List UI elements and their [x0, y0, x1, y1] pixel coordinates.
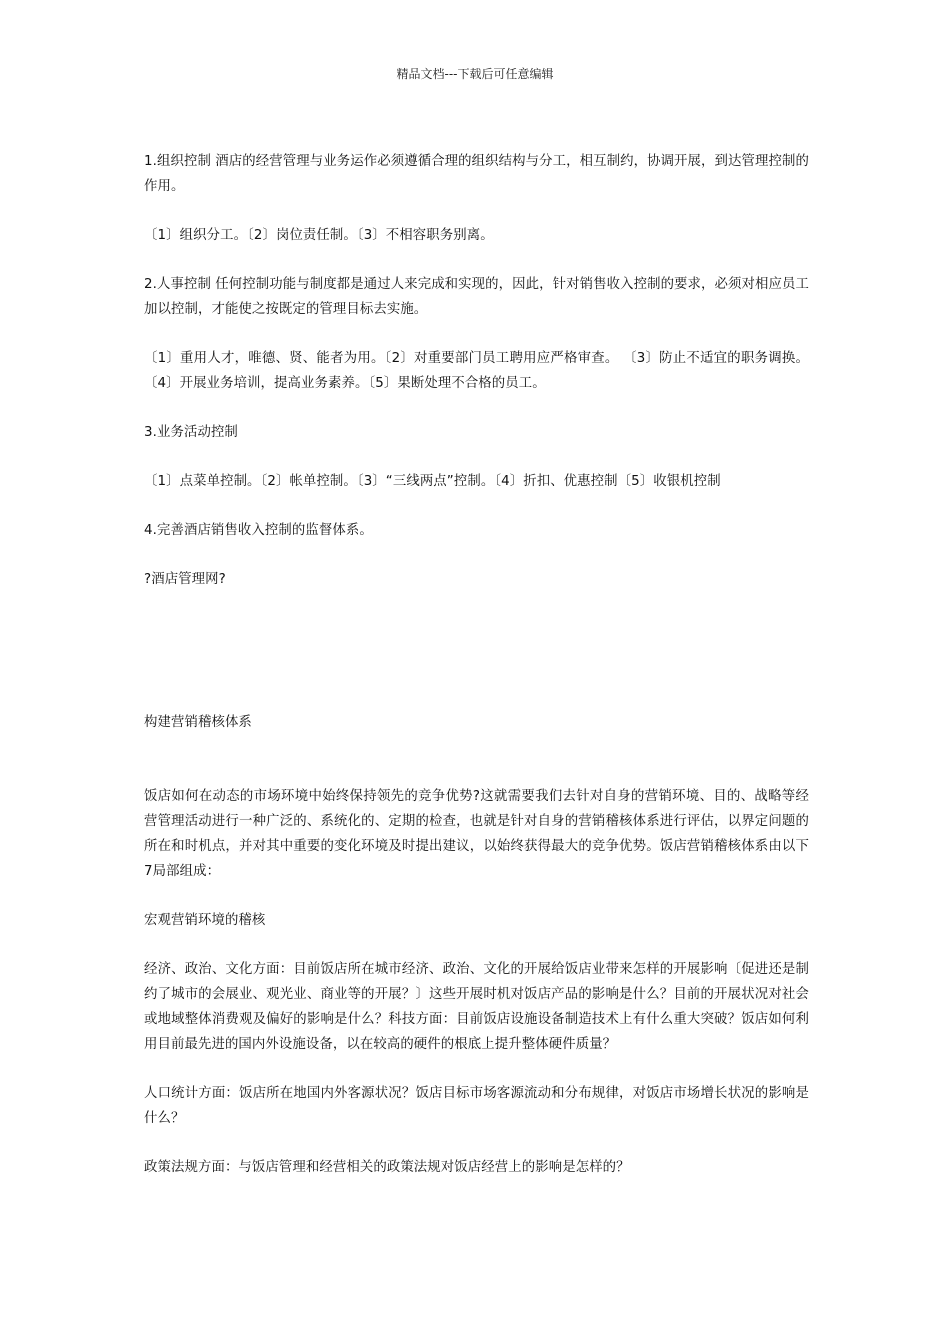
paragraph-personnel-items: 〔1〕重用人才，唯德、贤、能者为用。〔2〕对重要部门员工聘用应严格审查。 〔3〕防止不适宜的职务调换。〔4〕开展业务培训，提高业务素养。〔5〕果断处理不合格的员工。	[144, 351, 809, 391]
paragraph-organization-items: 〔1〕组织分工。〔2〕岗位责任制。〔3〕不相容职务别离。	[144, 228, 494, 243]
section-heading: 构建营销稽核体系	[144, 715, 252, 730]
paragraph-organization-control: 1.组织控制 酒店的经营管理与业务运作必须遵循合理的组织结构与分工，相互制约，协调开展，到达管理控制的作用。	[144, 154, 809, 194]
paragraph-supervision-system: 4.完善酒店销售收入控制的监督体系。	[144, 523, 373, 538]
paragraph-intro: 饭店如何在动态的市场环境中始终保持领先的竞争优势?这就需要我们去针对自身的营销环境、目的、战略等经营管理活动进行一种广泛的、系统化的、定期的检查，也就是针对自身的营销稽核体系进行评估，以界定问题的所在和时机点，并对其中重要的变化环境及时提出建议，以始终获得最大的竞争优势。饭店营销稽核体系由以下7局部组成：	[144, 789, 809, 879]
paragraph-demographics: 人口统计方面：饭店所在地国内外客源状况？饭店目标市场客源流动和分布规律，对饭店市场增长状况的影响是什么？	[144, 1086, 809, 1126]
page-header: 精品文档---下载后可任意编辑	[396, 67, 554, 81]
paragraph-policy: 政策法规方面：与饭店管理和经营相关的政策法规对饭店经营上的影响是怎样的？	[144, 1160, 630, 1175]
document-body	[144, 149, 809, 1180]
paragraph-personnel-control: 2.人事控制 任何控制功能与制度都是通过人来完成和实现的，因此，针对销售收入控制的要求，必须对相应员工加以控制，才能使之按既定的管理目标去实施。	[144, 277, 809, 317]
paragraph-business-items: 〔1〕点菜单控制。〔2〕帐单控制。〔3〕“三线两点”控制。〔4〕折扣、优惠控制〔5〕收银机控制	[144, 474, 721, 489]
paragraph-source: ?酒店管理网?	[144, 572, 226, 587]
paragraph-economy-politics: 经济、政治、文化方面：目前饭店所在城市经济、政治、文化的开展给饭店业带来怎样的开展影响〔促进还是制约了城市的会展业、观光业、商业等的开展？〕这些开展时机对饭店产品的影响是什么？目前的开展状况对社会或地域整体消费观及偏好的影响是什么？科技方面：目前饭店设施设备制造技术上有什么重大突破？饭店如何利用目前最先进的国内外设施设备，以在较高的硬件的根底上提升整体硬件质量？	[144, 962, 809, 1052]
subheading-macro-environment: 宏观营销环境的稽核	[144, 913, 266, 928]
paragraph-business-control: 3.业务活动控制	[144, 425, 238, 440]
